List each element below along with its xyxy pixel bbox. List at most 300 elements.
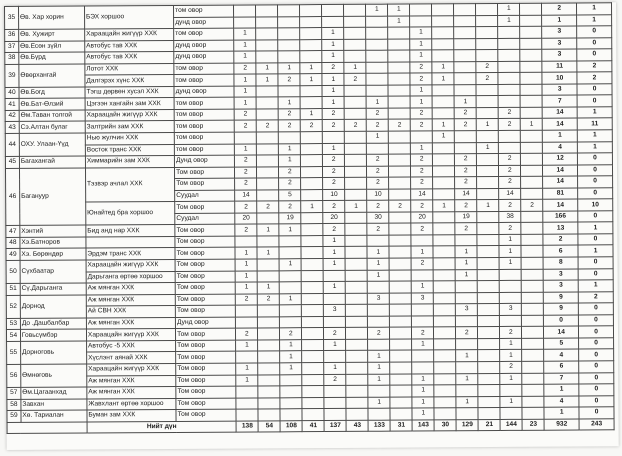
value-cell xyxy=(454,73,476,85)
value-cell xyxy=(257,132,279,144)
value-cell xyxy=(456,292,478,304)
company-cell: Аж мянган ХХК xyxy=(86,294,175,306)
location-cell: Дорноговь xyxy=(20,341,86,364)
grand-total-value: 243 xyxy=(579,418,614,430)
value-cell: 1 xyxy=(278,97,300,109)
value-cell xyxy=(346,281,368,293)
location-cell: Өв. Хар хорин xyxy=(18,6,84,29)
value-cell: 2 xyxy=(455,200,477,212)
value-cell xyxy=(522,292,544,304)
company-cell: Ай СВН ХХК xyxy=(86,306,175,318)
value-cell xyxy=(388,73,410,85)
value-cell xyxy=(433,235,455,247)
value-cell xyxy=(258,351,280,363)
row-total-cell: 1 xyxy=(544,407,579,419)
value-cell xyxy=(278,51,300,63)
value-cell xyxy=(520,96,542,108)
value-cell: 2 xyxy=(499,200,521,212)
value-cell xyxy=(388,108,410,120)
value-cell: 1 xyxy=(368,362,390,374)
value-cell xyxy=(476,15,498,27)
value-cell xyxy=(279,247,301,259)
location-cell: Завхан xyxy=(21,399,87,411)
value-cell: 1 xyxy=(322,51,344,63)
value-cell xyxy=(367,143,389,155)
value-cell xyxy=(388,50,410,62)
bus-type-cell: Том овор xyxy=(175,248,235,260)
value-cell: 2 xyxy=(323,201,345,213)
value-cell: 2 xyxy=(367,200,389,212)
bus-type-cell: Том овор xyxy=(175,178,235,190)
value-cell xyxy=(521,211,543,223)
value-cell xyxy=(521,257,543,269)
value-cell xyxy=(278,5,300,17)
company-cell: Аж мянган ХХК xyxy=(87,375,176,387)
value-cell xyxy=(345,212,367,224)
value-cell xyxy=(280,282,302,294)
row-total-cell: 0 xyxy=(578,303,613,315)
value-cell xyxy=(478,304,500,316)
value-cell: 1 xyxy=(344,62,366,74)
value-cell xyxy=(258,317,280,329)
row-total-cell: 2 xyxy=(542,3,577,15)
value-cell xyxy=(499,269,521,281)
value-cell: 2 xyxy=(410,62,432,74)
value-cell xyxy=(521,223,543,235)
value-cell: 2 xyxy=(235,167,257,179)
value-cell xyxy=(256,51,278,63)
bus-type-cell: Том овор xyxy=(176,340,236,352)
value-cell: 2 xyxy=(367,154,389,166)
value-cell xyxy=(522,373,544,385)
value-cell xyxy=(388,85,410,97)
value-cell: 2 xyxy=(455,119,477,131)
value-cell xyxy=(300,85,322,97)
value-cell xyxy=(433,165,455,177)
row-total-cell: 2 xyxy=(577,72,612,84)
value-cell: 1 xyxy=(234,97,256,109)
value-cell xyxy=(344,85,366,97)
value-cell: 2 xyxy=(257,201,279,213)
value-cell xyxy=(324,316,346,328)
row-total-cell: 0 xyxy=(579,407,614,419)
value-cell xyxy=(258,340,280,352)
row-total-cell: 0 xyxy=(579,349,614,361)
value-cell xyxy=(301,235,323,247)
value-cell: 1 xyxy=(456,396,478,408)
bus-type-cell: Том овор xyxy=(175,236,235,248)
grand-total-value: 932 xyxy=(544,419,579,431)
value-cell xyxy=(432,27,454,39)
value-cell xyxy=(476,50,498,62)
value-cell: 1 xyxy=(477,119,499,131)
row-total-cell: 6 xyxy=(544,361,579,373)
company-cell: Автобус тав ХХК xyxy=(85,52,174,64)
value-cell xyxy=(477,130,499,142)
bus-type-cell: дунд овор xyxy=(174,51,234,63)
value-cell: 1 xyxy=(499,234,521,246)
value-cell: 2 xyxy=(322,108,344,120)
row-total-cell: 11 xyxy=(577,118,612,130)
value-cell xyxy=(302,305,324,317)
value-cell: 2 xyxy=(499,119,521,131)
value-cell: 1 xyxy=(366,97,388,109)
value-cell xyxy=(476,27,498,39)
value-cell: 2 xyxy=(324,374,346,386)
row-number-cell: 52 xyxy=(6,295,20,318)
company-cell: Буман зам ХХК xyxy=(87,410,176,422)
row-number-cell: 44 xyxy=(5,133,19,156)
value-cell: 1 xyxy=(235,144,257,156)
grand-total-value: 133 xyxy=(368,420,390,432)
value-cell: 2 xyxy=(278,74,300,86)
row-total-cell: 6 xyxy=(543,245,578,257)
company-cell: Тэзвэр ачлал ХХК xyxy=(85,167,174,202)
value-cell: 1 xyxy=(279,155,301,167)
value-cell xyxy=(324,409,346,421)
row-total-cell: 4 xyxy=(544,349,579,361)
row-number-cell: 50 xyxy=(6,260,20,283)
value-cell xyxy=(301,189,323,201)
value-cell xyxy=(520,49,542,61)
value-cell xyxy=(279,236,301,248)
value-cell xyxy=(434,281,456,293)
row-total-cell: 14 xyxy=(543,118,578,130)
value-cell xyxy=(234,5,256,17)
value-cell: 1 xyxy=(300,108,322,120)
value-cell xyxy=(278,28,300,40)
value-cell xyxy=(433,188,455,200)
value-cell: 2 xyxy=(499,153,521,165)
value-cell xyxy=(346,362,368,374)
value-cell xyxy=(345,270,367,282)
row-total-cell: 0 xyxy=(578,315,613,327)
location-cell: Өв.Бүрд xyxy=(19,52,85,64)
value-cell xyxy=(477,246,499,258)
value-cell: 2 xyxy=(235,201,257,213)
grand-total-value: 43 xyxy=(346,420,368,432)
value-cell: 2 xyxy=(322,62,344,74)
value-cell xyxy=(522,361,544,373)
value-cell: 1 xyxy=(279,143,301,155)
bus-type-cell: Том овор xyxy=(175,305,235,317)
bus-type-cell: Том овор xyxy=(176,398,236,410)
company-cell: Жавхлант өртөө хоршоо xyxy=(87,398,176,410)
company-cell: Аж мянган ХХК xyxy=(86,283,175,295)
value-cell xyxy=(300,97,322,109)
value-cell: 1 xyxy=(500,396,522,408)
value-cell xyxy=(301,166,323,178)
value-cell xyxy=(389,189,411,201)
grand-total-label: Нийт дүн xyxy=(87,421,236,433)
value-cell xyxy=(257,236,279,248)
value-cell: 5 xyxy=(279,189,301,201)
value-cell xyxy=(521,188,543,200)
value-cell xyxy=(477,234,499,246)
value-cell xyxy=(478,361,500,373)
row-total-cell: 4 xyxy=(544,396,579,408)
location-cell: Хэнтий xyxy=(20,225,86,237)
location-cell: Хө. Тариалан xyxy=(21,410,87,422)
bus-type-cell: Том овор xyxy=(175,201,235,213)
value-cell: 1 xyxy=(500,350,522,362)
value-cell xyxy=(256,39,278,51)
row-number-cell: 47 xyxy=(6,226,20,238)
value-cell xyxy=(432,96,454,108)
value-cell: 1 xyxy=(235,271,257,283)
row-total-cell: 3 xyxy=(544,280,579,292)
value-cell xyxy=(366,85,388,97)
bus-type-cell: том овор xyxy=(174,74,234,86)
value-cell: 1 xyxy=(455,258,477,270)
value-cell: 2 xyxy=(323,120,345,132)
value-cell xyxy=(455,235,477,247)
value-cell: 2 xyxy=(235,120,257,132)
value-cell: 20 xyxy=(411,212,433,224)
bus-type-cell: Том овор xyxy=(175,167,235,179)
value-cell: 1 xyxy=(477,200,499,212)
value-cell xyxy=(346,316,368,328)
value-cell: 2 xyxy=(500,327,522,339)
value-cell xyxy=(344,4,366,16)
value-cell: 3 xyxy=(456,304,478,316)
value-cell xyxy=(302,282,324,294)
value-cell: 2 xyxy=(412,327,434,339)
grand-total-value: 23 xyxy=(522,419,544,431)
location-cell: Сү.Дарьганга xyxy=(20,283,86,295)
value-cell xyxy=(432,38,454,50)
value-cell xyxy=(434,316,456,328)
value-cell xyxy=(432,50,454,62)
value-cell xyxy=(345,131,367,143)
value-cell xyxy=(279,270,301,282)
bus-type-cell: том овор xyxy=(174,132,234,144)
value-cell xyxy=(434,362,456,374)
value-cell xyxy=(324,351,346,363)
value-cell xyxy=(302,409,324,421)
row-total-cell: 14 xyxy=(543,165,578,177)
row-total-cell: 9 xyxy=(544,292,579,304)
value-cell xyxy=(476,84,498,96)
value-cell xyxy=(390,374,412,386)
value-cell: 1 xyxy=(412,281,434,293)
company-cell: Цэгээн хангайн зам ХХК xyxy=(85,98,174,110)
value-cell xyxy=(498,26,520,38)
value-cell: 2 xyxy=(366,108,388,120)
value-cell xyxy=(345,189,367,201)
value-cell: 1 xyxy=(322,39,344,51)
company-cell: Лотот ХХК xyxy=(85,63,174,75)
value-cell: 1 xyxy=(323,143,345,155)
value-cell xyxy=(390,327,412,339)
row-number-cell: 35 xyxy=(5,6,19,29)
value-cell xyxy=(389,270,411,282)
value-cell xyxy=(412,350,434,362)
value-cell: 1 xyxy=(456,350,478,362)
value-cell xyxy=(520,26,542,38)
value-cell xyxy=(410,15,432,27)
value-cell: 2 xyxy=(323,224,345,236)
value-cell xyxy=(454,15,476,27)
value-cell xyxy=(345,154,367,166)
row-number-cell: 48 xyxy=(6,237,20,249)
value-cell xyxy=(389,131,411,143)
value-cell: 2 xyxy=(368,327,390,339)
value-cell: 1 xyxy=(412,339,434,351)
value-cell: 1 xyxy=(345,201,367,213)
value-cell: 2 xyxy=(499,177,521,189)
row-total-cell: 0 xyxy=(578,188,613,200)
value-cell xyxy=(520,38,542,50)
value-cell xyxy=(344,50,366,62)
value-cell xyxy=(456,362,478,374)
value-cell xyxy=(236,398,258,410)
value-cell xyxy=(345,258,367,270)
row-total-cell: 166 xyxy=(543,211,578,223)
value-cell xyxy=(454,4,476,16)
value-cell: 1 xyxy=(498,15,520,27)
value-cell: 1 xyxy=(278,62,300,74)
value-cell: 3 xyxy=(324,305,346,317)
value-cell xyxy=(302,328,324,340)
row-total-cell: 0 xyxy=(579,384,614,396)
value-cell: 1 xyxy=(477,142,499,154)
company-cell xyxy=(86,236,175,248)
value-cell xyxy=(324,293,346,305)
value-cell xyxy=(521,130,543,142)
value-cell xyxy=(390,385,412,397)
value-cell xyxy=(498,38,520,50)
value-cell xyxy=(454,27,476,39)
value-cell xyxy=(521,176,543,188)
value-cell: 2 xyxy=(410,73,432,85)
value-cell: 1 xyxy=(280,351,302,363)
total-empty-cell xyxy=(7,422,87,434)
value-cell: 2 xyxy=(367,224,389,236)
value-cell: 1 xyxy=(323,247,345,259)
bus-type-cell: Дунд овор xyxy=(175,155,235,167)
value-cell xyxy=(476,107,498,119)
value-cell: 2 xyxy=(411,154,433,166)
row-number-cell: 40 xyxy=(5,87,19,99)
value-cell xyxy=(432,4,454,16)
location-cell: Говьсүмбэр xyxy=(20,329,86,341)
value-cell xyxy=(346,339,368,351)
row-total-cell: 0 xyxy=(579,338,614,350)
value-cell: 1 xyxy=(279,259,301,271)
value-cell xyxy=(258,328,280,340)
value-cell xyxy=(302,363,324,375)
value-cell: 1 xyxy=(235,259,257,271)
value-cell xyxy=(346,328,368,340)
value-cell: 1 xyxy=(388,16,410,28)
value-cell xyxy=(236,305,258,317)
value-cell: 1 xyxy=(257,224,279,236)
value-cell: 14 xyxy=(235,190,257,202)
value-cell: 1 xyxy=(301,201,323,213)
value-cell: 1 xyxy=(256,63,278,75)
value-cell xyxy=(456,338,478,350)
value-cell xyxy=(433,177,455,189)
value-cell xyxy=(478,338,500,350)
row-total-cell: 81 xyxy=(543,188,578,200)
value-cell xyxy=(366,27,388,39)
value-cell xyxy=(434,292,456,304)
value-cell: 2 xyxy=(455,154,477,166)
value-cell xyxy=(346,351,368,363)
value-cell: 14 xyxy=(411,189,433,201)
value-cell xyxy=(258,363,280,375)
value-cell xyxy=(257,270,279,282)
row-total-cell: 9 xyxy=(544,303,579,315)
value-cell xyxy=(433,154,455,166)
value-cell: 1 xyxy=(300,74,322,86)
value-cell xyxy=(390,408,412,420)
value-cell: 14 xyxy=(455,188,477,200)
value-cell xyxy=(368,316,390,328)
value-cell: 1 xyxy=(322,85,344,97)
location-cell: Өв.Богд xyxy=(19,87,85,99)
value-cell: 2 xyxy=(301,120,323,132)
value-cell xyxy=(257,155,279,167)
bus-type-cell: Том овор xyxy=(176,328,236,340)
value-cell xyxy=(368,281,390,293)
row-total-cell: 14 xyxy=(543,199,578,211)
value-cell xyxy=(520,61,542,73)
company-cell: Химмарийн зам ХХК xyxy=(85,156,174,168)
value-cell: 2 xyxy=(235,155,257,167)
row-total-cell: 1 xyxy=(577,14,612,26)
value-cell xyxy=(478,373,500,385)
value-cell xyxy=(300,51,322,63)
value-cell xyxy=(434,327,456,339)
value-cell xyxy=(455,142,477,154)
row-total-cell: 2 xyxy=(543,234,578,246)
value-cell xyxy=(456,408,478,420)
value-cell xyxy=(520,107,542,119)
value-cell xyxy=(302,386,324,398)
value-cell xyxy=(410,4,432,16)
value-cell: 2 xyxy=(236,328,258,340)
value-cell xyxy=(500,407,522,419)
value-cell: 1 xyxy=(367,270,389,282)
row-total-cell: 3 xyxy=(542,26,577,38)
value-cell: 1 xyxy=(454,96,476,108)
value-cell xyxy=(323,131,345,143)
bus-type-cell: дунд овор xyxy=(174,40,234,52)
grand-total-value: 21 xyxy=(478,419,500,431)
value-cell: 2 xyxy=(324,328,346,340)
value-cell xyxy=(434,339,456,351)
value-cell: 2 xyxy=(476,61,498,73)
value-cell: 1 xyxy=(234,74,256,86)
value-cell xyxy=(478,396,500,408)
value-cell xyxy=(411,131,433,143)
value-cell xyxy=(433,223,455,235)
bus-type-cell: дунд овор xyxy=(174,86,234,98)
value-cell xyxy=(346,374,368,386)
value-cell: 2 xyxy=(323,166,345,178)
row-total-cell: 0 xyxy=(577,95,612,107)
row-total-cell: 14 xyxy=(542,107,577,119)
row-total-cell: 7 xyxy=(544,372,579,384)
value-cell xyxy=(454,84,476,96)
value-cell xyxy=(498,73,520,85)
company-cell: БЭХ хоршоо xyxy=(84,5,173,29)
value-cell: 1 xyxy=(455,269,477,281)
company-cell: Хараацайн жигүүр ХХК xyxy=(86,329,175,341)
value-cell xyxy=(344,108,366,120)
